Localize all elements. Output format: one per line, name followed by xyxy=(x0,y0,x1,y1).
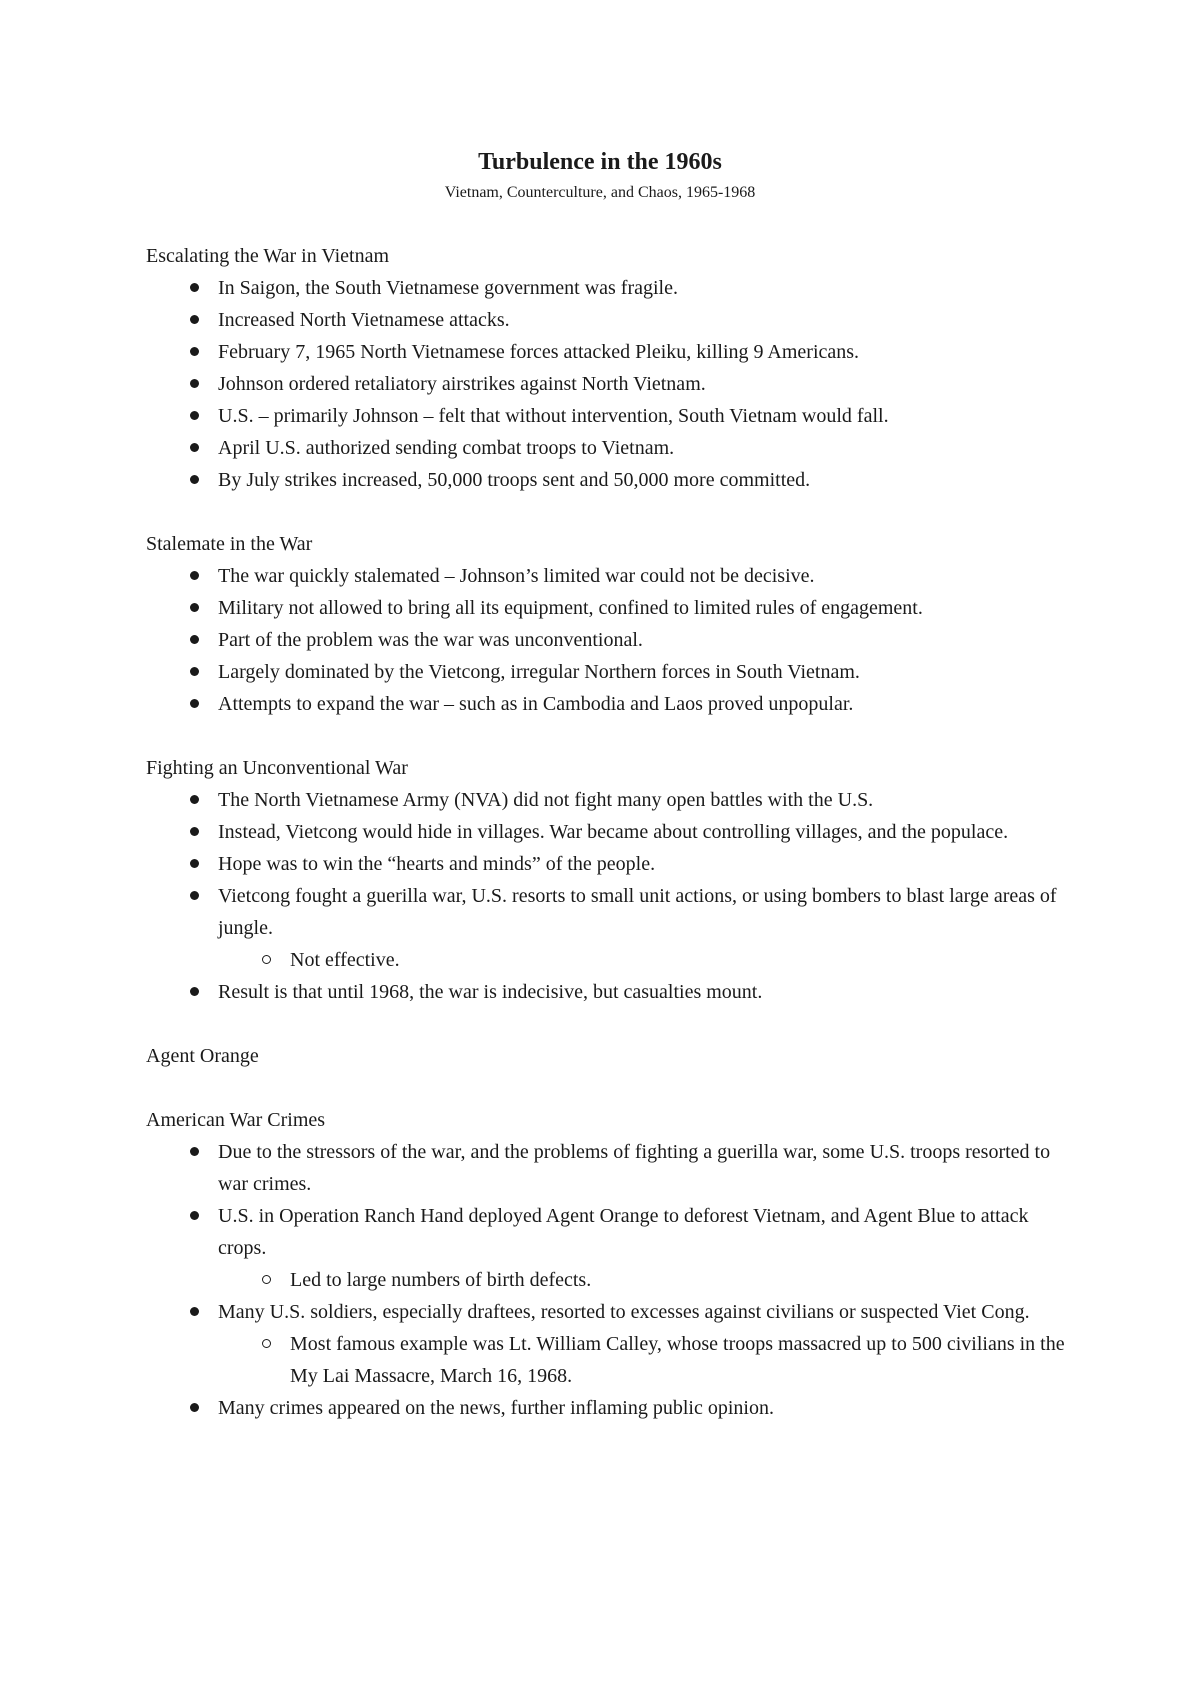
section-stalemate xyxy=(146,528,1066,720)
list-item: February 7, 1965 North Vietnamese forces attacked Pleiku, killing 9 Americans. xyxy=(146,336,1066,368)
sub-bullet-list xyxy=(218,1264,1066,1296)
sub-bullet-list xyxy=(218,1328,1066,1392)
list-item: April U.S. authorized sending combat troops to Vietnam. xyxy=(146,432,1066,464)
sub-list-item: Led to large numbers of birth defects. xyxy=(218,1264,1066,1296)
list-item: Instead, Vietcong would hide in villages. War became about controlling villages, and the populace. xyxy=(146,816,1066,848)
list-item: Many crimes appeared on the news, further inflaming public opinion. xyxy=(146,1392,1066,1424)
bullet-list xyxy=(146,1392,1066,1424)
page-title: Turbulence in the 1960s xyxy=(478,149,722,175)
section-war-crimes xyxy=(146,1104,1066,1424)
list-item: Part of the problem was the war was unconventional. xyxy=(146,624,1066,656)
list-item: Due to the stressors of the war, and the problems of fighting a guerilla war, some U.S. troops resorted to war crimes. xyxy=(146,1136,1066,1200)
section-heading: American War Crimes xyxy=(146,1109,326,1131)
section-agent-orange xyxy=(146,1040,1066,1072)
list-item: The war quickly stalemated – Johnson’s limited war could not be decisive. xyxy=(146,560,1066,592)
document-body xyxy=(146,240,1066,1456)
bullet-list xyxy=(146,976,1066,1008)
list-item: Many U.S. soldiers, especially draftees, resorted to excesses against civilians or suspected Viet Cong. xyxy=(146,1296,1066,1328)
bullet-list xyxy=(146,1296,1066,1328)
section-heading: Agent Orange xyxy=(146,1045,259,1067)
list-item: U.S. – primarily Johnson – felt that without intervention, South Vietnam would fall. xyxy=(146,400,1066,432)
bullet-list xyxy=(146,272,1066,496)
sub-bullet-list xyxy=(218,944,1066,976)
list-item: Result is that until 1968, the war is indecisive, but casualties mount. xyxy=(146,976,1066,1008)
list-item: Attempts to expand the war – such as in Cambodia and Laos proved unpopular. xyxy=(146,688,1066,720)
section-heading: Stalemate in the War xyxy=(146,533,313,555)
section-unconventional-war xyxy=(146,752,1066,1008)
bullet-list xyxy=(146,784,1066,944)
list-item: Johnson ordered retaliatory airstrikes against North Vietnam. xyxy=(146,368,1066,400)
list-item: In Saigon, the South Vietnamese government was fragile. xyxy=(146,272,1066,304)
list-item: Increased North Vietnamese attacks. xyxy=(146,304,1066,336)
list-item: Hope was to win the “hearts and minds” of the people. xyxy=(146,848,1066,880)
list-item: Largely dominated by the Vietcong, irregular Northern forces in South Vietnam. xyxy=(146,656,1066,688)
list-item: Military not allowed to bring all its equipment, confined to limited rules of engagement. xyxy=(146,592,1066,624)
list-item: By July strikes increased, 50,000 troops sent and 50,000 more committed. xyxy=(146,464,1066,496)
page-subtitle: Vietnam, Counterculture, and Chaos, 1965-1968 xyxy=(444,184,756,201)
section-heading: Fighting an Unconventional War xyxy=(146,757,408,779)
bullet-list xyxy=(146,560,1066,720)
sub-list-item: Most famous example was Lt. William Calley, whose troops massacred up to 500 civilians in the My Lai Massacre, March 16, 1968. xyxy=(218,1328,1066,1392)
list-item: Vietcong fought a guerilla war, U.S. resorts to small unit actions, or using bombers to blast large areas of jungle. xyxy=(146,880,1066,944)
list-item: U.S. in Operation Ranch Hand deployed Agent Orange to deforest Vietnam, and Agent Blue to attack crops. xyxy=(146,1200,1066,1264)
sub-list-item: Not effective. xyxy=(218,944,1066,976)
bullet-list xyxy=(146,1136,1066,1264)
section-heading: Escalating the War in Vietnam xyxy=(146,245,390,267)
section-escalating-war xyxy=(146,240,1066,496)
list-item: The North Vietnamese Army (NVA) did not fight many open battles with the U.S. xyxy=(146,784,1066,816)
